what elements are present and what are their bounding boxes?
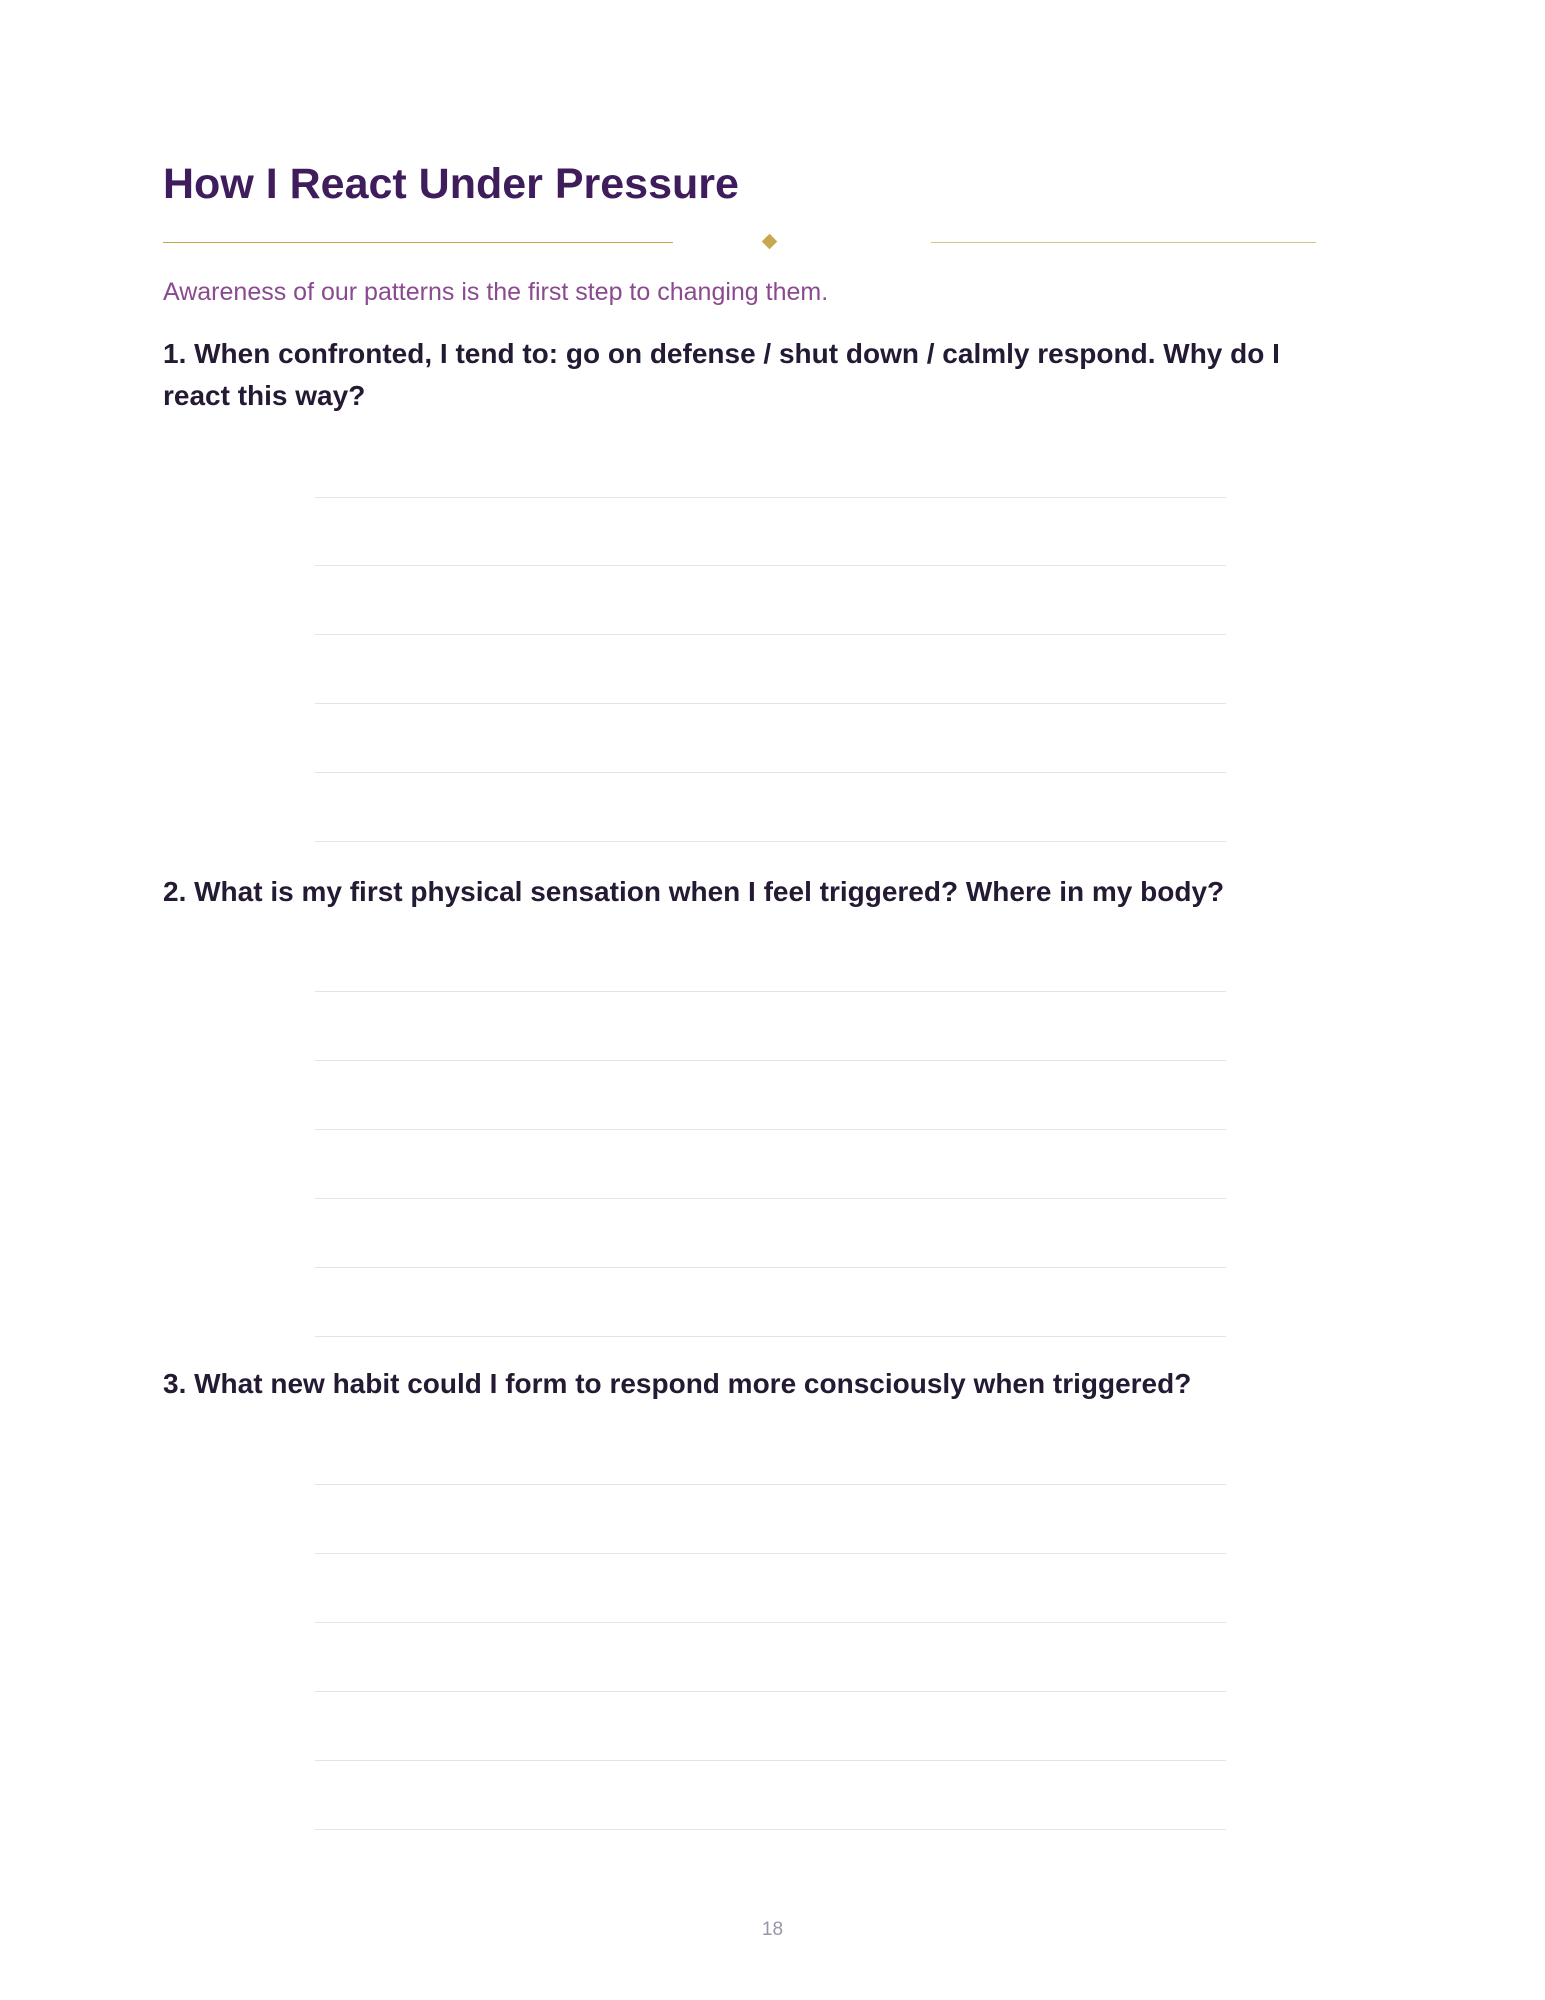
question-3: 3. What new habit could I form to respond more consciously when triggered?: [163, 1368, 1192, 1399]
writing-line[interactable]: [315, 1829, 1226, 1830]
page-subtitle: Awareness of our patterns is the first step to changing them.: [163, 278, 829, 306]
writing-line[interactable]: [315, 1484, 1226, 1485]
writing-line[interactable]: [315, 1691, 1226, 1692]
diamond-icon: [762, 234, 778, 250]
writing-line[interactable]: [315, 1129, 1226, 1130]
writing-line[interactable]: [315, 1267, 1226, 1268]
writing-line[interactable]: [315, 991, 1226, 992]
writing-line[interactable]: [315, 703, 1226, 704]
writing-line[interactable]: [315, 841, 1226, 842]
writing-line[interactable]: [315, 772, 1226, 773]
question-2: 2. What is my first physical sensation when I feel triggered? Where in my body?: [163, 876, 1225, 907]
divider-line-left: [163, 242, 673, 243]
writing-line[interactable]: [315, 1622, 1226, 1623]
writing-line[interactable]: [315, 497, 1226, 498]
page-title: How I React Under Pressure: [163, 160, 739, 208]
writing-line[interactable]: [315, 565, 1226, 566]
writing-line[interactable]: [315, 1060, 1226, 1061]
divider-line-right: [931, 242, 1316, 243]
title-divider: [163, 232, 1316, 254]
writing-line[interactable]: [315, 1760, 1226, 1761]
writing-line[interactable]: [315, 1553, 1226, 1554]
writing-line[interactable]: [315, 1198, 1226, 1199]
question-1: 1. When confronted, I tend to: go on defense / shut down / calmly respond. Why do I react this way?: [163, 338, 1280, 411]
page-number: 18: [761, 1919, 784, 1940]
writing-line[interactable]: [315, 1336, 1226, 1337]
writing-line[interactable]: [315, 634, 1226, 635]
